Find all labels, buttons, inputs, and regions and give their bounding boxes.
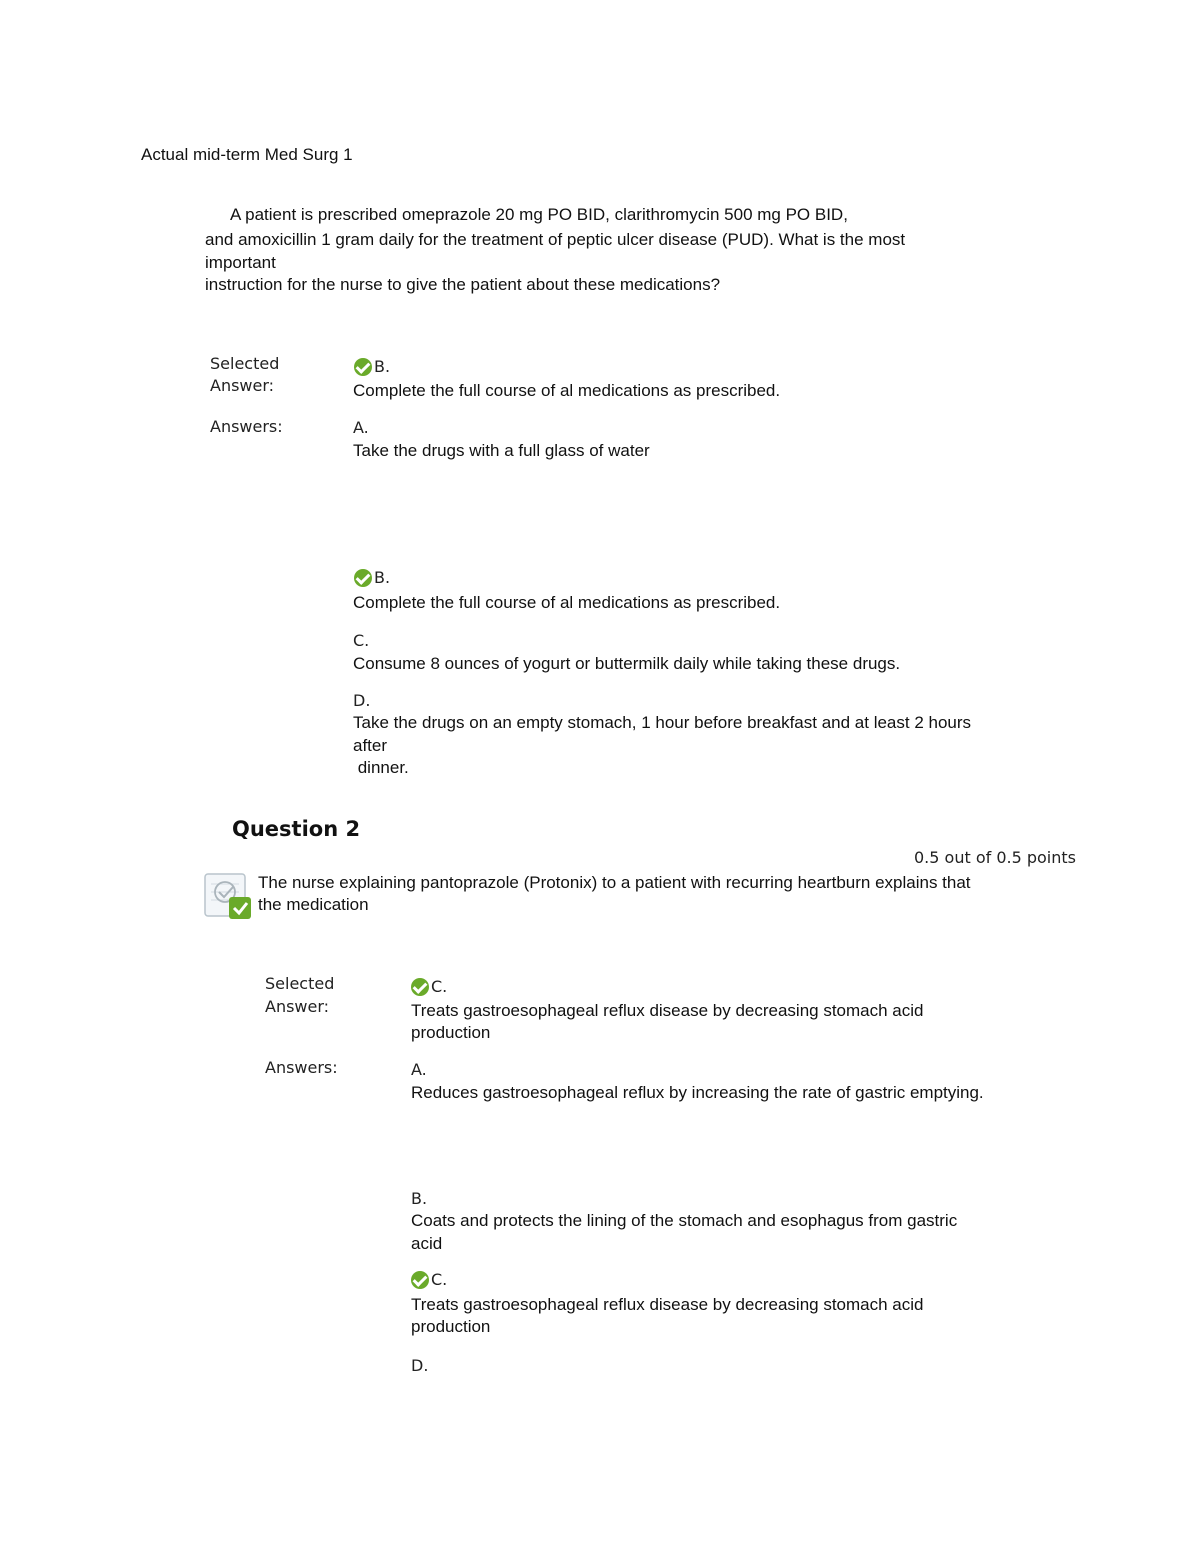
q1-answer-b-text: Complete the full course of al medications as prescribed.: [353, 593, 781, 612]
q2-answer-c-text-line1: Treats gastroesophageal reflux disease by decreasing stomach acid: [411, 1295, 924, 1314]
q1-text-line3: important: [205, 253, 276, 272]
q1-answer-c-letter: C.: [353, 631, 370, 650]
q1-selected-label: Selected: [210, 354, 280, 373]
q2-heading: Question 2: [232, 817, 361, 841]
q1-text-line1: A patient is prescribed omeprazole 20 mg PO BID, clarithromycin 500 mg PO BID,: [230, 205, 848, 224]
q2-answer-a-letter: A.: [411, 1060, 427, 1079]
check-circle-icon: [411, 1271, 429, 1289]
q2-answer-c-text-line2: production: [411, 1317, 491, 1336]
q2-answer-d-letter: D.: [411, 1356, 429, 1375]
q1-text-line4: instruction for the nurse to give the patient about these medications?: [205, 275, 721, 294]
q2-answer-c-letter: C.: [411, 1269, 447, 1290]
q2-answer-b-letter: B.: [411, 1189, 428, 1208]
q1-text-line2: and amoxicillin 1 gram daily for the treatment of peptic ulcer disease (PUD). What is the most: [205, 230, 906, 249]
q1-answers-label: Answers:: [210, 417, 283, 436]
q1-answer-d-text-line3: dinner.: [353, 758, 409, 777]
q1-selected-label-2: Answer:: [210, 376, 275, 395]
q2-points: 0.5 out of 0.5 points: [914, 848, 1076, 867]
q1-answer-c-text: Consume 8 ounces of yogurt or buttermilk daily while taking these drugs.: [353, 654, 901, 673]
q2-selected-label-2: Answer:: [265, 997, 330, 1016]
q1-answer-d-text-line1: Take the drugs on an empty stomach, 1 hour before breakfast and at least 2 hours: [353, 713, 972, 732]
check-circle-icon: [354, 358, 372, 376]
q1-answer-a-text: Take the drugs with a full glass of water: [353, 441, 650, 460]
q1-selected-letter: B.: [354, 356, 390, 377]
q1-selected-text: Complete the full course of al medications as prescribed.: [353, 381, 781, 400]
q2-selected-text-line2: production: [411, 1023, 491, 1042]
q1-answer-d-letter: D.: [353, 691, 371, 710]
q1-answer-d-text-line2: after: [353, 736, 388, 755]
check-circle-icon: [411, 978, 429, 996]
q2-answer-a-text: Reduces gastroesophageal reflux by increasing the rate of gastric emptying.: [411, 1083, 984, 1102]
q2-selected-label: Selected: [265, 974, 335, 993]
question-correct-icon: [203, 872, 253, 922]
q2-answer-b-text-line1: Coats and protects the lining of the stomach and esophagus from gastric: [411, 1211, 958, 1230]
q2-selected-text-line1: Treats gastroesophageal reflux disease by decreasing stomach acid: [411, 1001, 924, 1020]
q1-answer-a-letter: A.: [353, 418, 369, 437]
q2-answers-label: Answers:: [265, 1058, 338, 1077]
document-title: Actual mid-term Med Surg 1: [141, 145, 353, 164]
q2-text-line2: the medication: [258, 895, 369, 914]
q2-text-line1: The nurse explaining pantoprazole (Protonix) to a patient with recurring heartburn explains that: [258, 873, 971, 892]
q1-answer-b-letter: B.: [354, 567, 390, 588]
check-circle-icon: [354, 569, 372, 587]
q2-answer-b-text-line2: acid: [411, 1234, 443, 1253]
q2-selected-letter: C.: [411, 976, 447, 997]
